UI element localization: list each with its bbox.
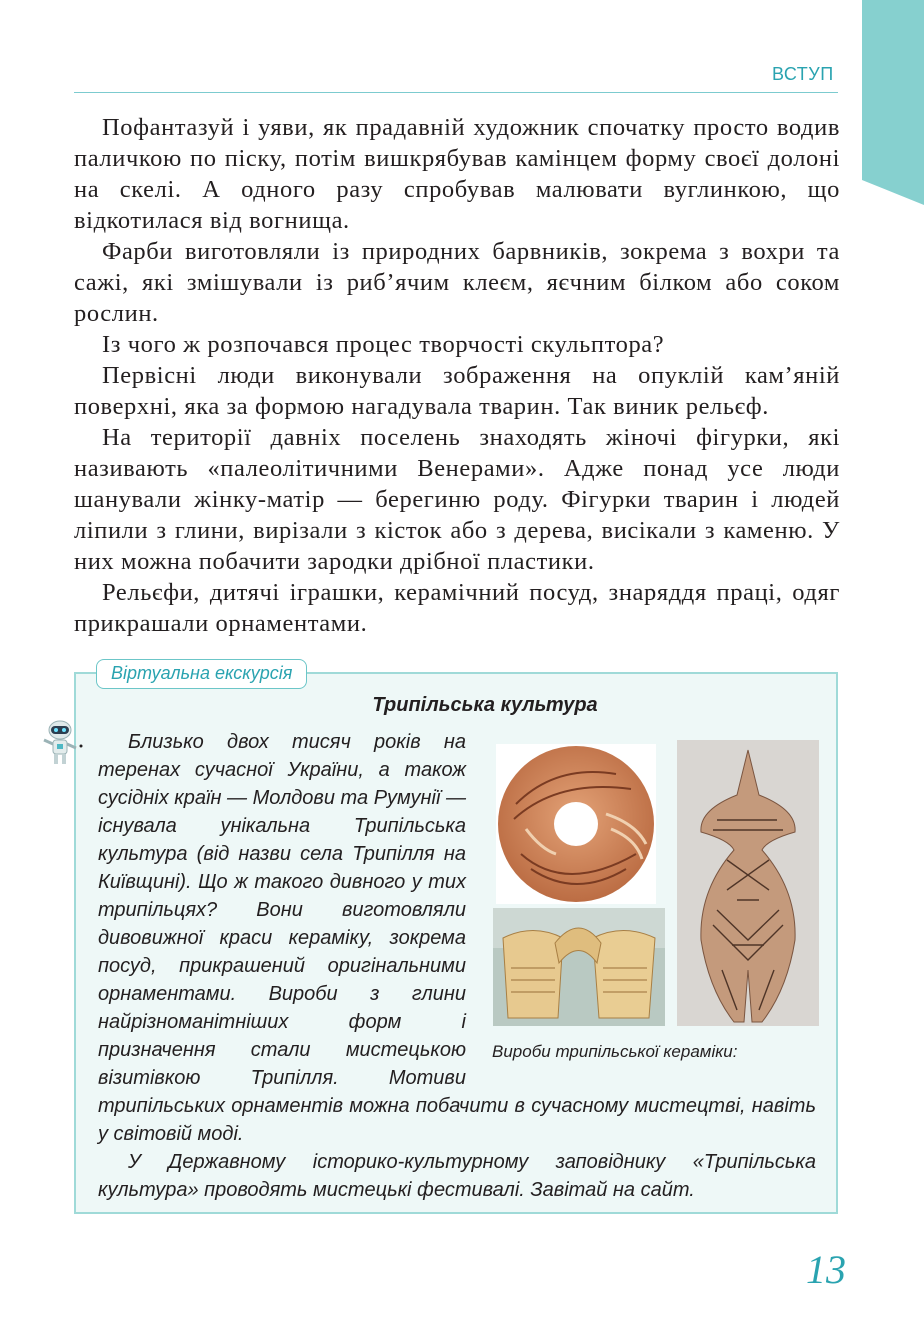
- header-divider: [74, 92, 838, 93]
- chapter-tab: [862, 0, 924, 205]
- paragraph: Пофантазуй і уяви, як прадавній художник спочатку просто водив паличкою по піску, потім вишкрябував камінцем форму своєї долоні на скелі. А одного разу спробував малювати вуглинкою, що відкотилася від вогнища.: [74, 114, 840, 234]
- section-title: ВСТУП: [772, 64, 834, 84]
- paragraph: Із чого ж розпочався процес творчості скульптора?: [102, 331, 665, 358]
- image-caption: Вироби трипільської кераміки:: [492, 1042, 738, 1061]
- paragraph: На території давніх поселень знаходять жіночі фігурки, які називають «палеолітичними Венерами». Адже понад усе люди шанували жінку-матір — берегиню роду. Фігурки тварин і людей ліпили з глини, вирізали з кісток або з дерева, висікали з каменю. У них можна побачити зародки дрібної пластики.: [74, 424, 840, 575]
- excursion-paragraph: Близько двох тисяч років на теренах сучасної України, а також сусідніх країн — Молдови та Румунії — існувала унікальна Трипільська культура (від назви села Трипілля на Київщині). Що ж такого дивного у тих трипільцях? Вони виготовляли дивовижної краси кераміку, зокрема посуд, прикрашений оригінальними орнаментами. Вироби з глини найрізноманітніших форм і призначення стали мистецькою візитівкою Трипілля. Мотиви трипільських орнаментів можна побачити в сучасному мистецтві, навіть у світовій моді.: [98, 731, 816, 1145]
- paragraph: Рельєфи, дитячі іграшки, керамічний посуд, знаряддя праці, одяг прикрашали орнаментами.: [74, 579, 840, 637]
- excursion-title: Трипільська культура: [372, 694, 598, 716]
- excursion-text: [98, 728, 816, 1204]
- paragraph: Фарби виготовляли із природних барвників, зокрема з вохри та сажі, які змішували із риб’ячим клеєм, яєчним білком або соком рослин.: [74, 238, 840, 327]
- paragraph: Первісні люди виконували зображення на опуклій кам’яній поверхні, яка за формою нагадувала тварин. Так виник рельєф.: [74, 362, 840, 420]
- excursion-paragraph: У Державному історико-культурному заповіднику «Трипільська культура» проводять мистецькі фестивалі. Завітай на сайт.: [98, 1151, 816, 1201]
- chapter-tab-cut: [862, 180, 924, 205]
- main-text: [74, 112, 840, 639]
- excursion-tag: Віртуальна екскурсія: [96, 659, 307, 689]
- page-number: 13: [806, 1247, 846, 1292]
- robot-mascot-icon: [38, 718, 84, 770]
